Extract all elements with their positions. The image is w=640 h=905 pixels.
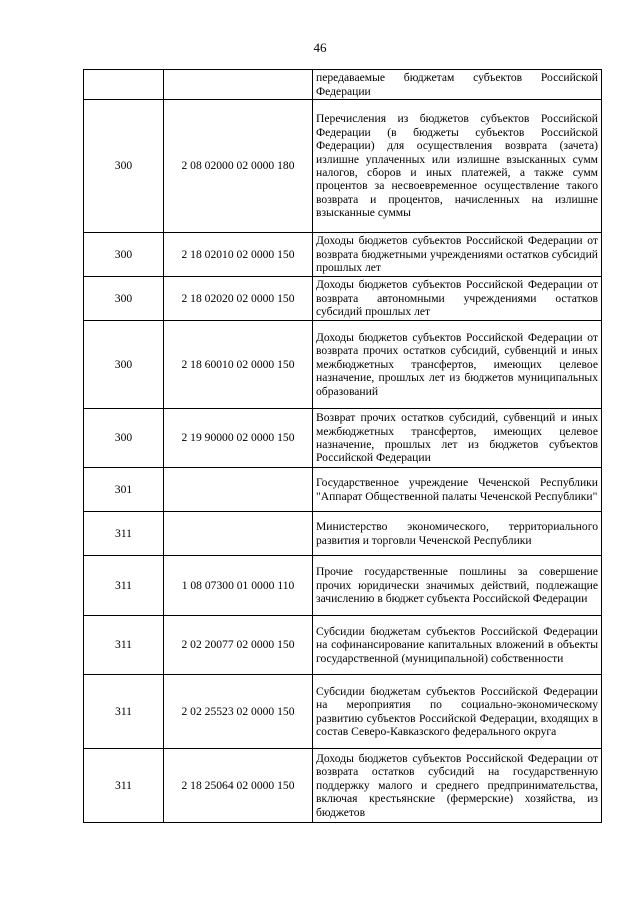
income-name-cell: Доходы бюджетов субъектов Российской Федерации от возврата автономными учреждениями остатков субсидий прошлых лет (313, 277, 602, 321)
admin-code-cell: 300 (84, 233, 164, 277)
admin-code-cell: 300 (84, 277, 164, 321)
income-code-cell: 2 02 25523 02 0000 150 (164, 675, 313, 749)
income-name-cell: Доходы бюджетов субъектов Российской Федерации от возврата прочих остатков субсидий, субвенций и иных межбюджетных трансфертов, имеющих целевое назначение, прошлых лет из бюджетов муниципальных образований (313, 321, 602, 409)
income-code-cell: 1 08 07300 01 0000 110 (164, 556, 313, 616)
admin-code-cell: 300 (84, 409, 164, 468)
table-row (84, 512, 602, 556)
table-row (84, 468, 602, 512)
income-name-cell: Доходы бюджетов субъектов Российской Федерации от возврата остатков субсидий на государственную поддержку малого и среднего предпринимательства, включая крестьянские (фермерские) хозяйства, из бюджетов (313, 749, 602, 823)
table-row (84, 277, 602, 321)
table-row (84, 70, 602, 100)
admin-code-cell: 311 (84, 512, 164, 556)
table-row (84, 616, 602, 675)
page-number: 46 (313, 40, 327, 55)
admin-code-cell: 311 (84, 749, 164, 823)
income-code-cell: 2 18 02020 02 0000 150 (164, 277, 313, 321)
table-row (84, 321, 602, 409)
income-code-cell (164, 70, 313, 100)
income-name-cell: Доходы бюджетов субъектов Российской Федерации от возврата бюджетными учреждениями остатков субсидий прошлых лет (313, 233, 602, 277)
table-row (84, 749, 602, 823)
admin-code-cell: 300 (84, 100, 164, 233)
table-row (84, 675, 602, 749)
income-name-cell: Возврат прочих остатков субсидий, субвенций и иных межбюджетных трансфертов, имеющих целевое назначение, прошлых лет из бюджетов субъектов Российской Федерации (313, 409, 602, 468)
admin-code-cell: 311 (84, 675, 164, 749)
admin-code-cell: 301 (84, 468, 164, 512)
income-name-cell: передаваемые бюджетам субъектов Российской Федерации (313, 70, 602, 100)
income-name-cell: Министерство экономического, территориального развития и торговли Чеченской Республики (313, 512, 602, 556)
admin-code-cell: 311 (84, 556, 164, 616)
income-code-cell: 2 02 20077 02 0000 150 (164, 616, 313, 675)
income-code-cell: 2 18 60010 02 0000 150 (164, 321, 313, 409)
income-code-cell: 2 19 90000 02 0000 150 (164, 409, 313, 468)
income-code-cell (164, 512, 313, 556)
income-code-cell (164, 468, 313, 512)
income-name-cell: Перечисления из бюджетов субъектов Российской Федерации (в бюджеты субъектов Российской Федерации) для осуществления возврата (зачета) излишне уплаченных или излишне взысканных сумм налогов, сборов и иных платежей, а также сумм процентов за несвоевременное осуществление такого возврата и процентов, начисленных на излишне взысканные суммы (313, 100, 602, 233)
table-row (84, 556, 602, 616)
table-row (84, 233, 602, 277)
budget-classification-table (83, 69, 602, 823)
income-name-cell: Прочие государственные пошлины за совершение прочих юридически значимых действий, подлежащие зачислению в бюджет субъекта Российской Федерации (313, 556, 602, 616)
table-row (84, 409, 602, 468)
income-name-cell: Субсидии бюджетам субъектов Российской Федерации на мероприятия по социально-экономическому развитию субъектов Российской Федерации, входящих в состав Северо-Кавказского федерального округа (313, 675, 602, 749)
income-code-cell: 2 18 25064 02 0000 150 (164, 749, 313, 823)
income-name-cell: Государственное учреждение Чеченской Республики "Аппарат Общественной палаты Чеченской Республики" (313, 468, 602, 512)
income-name-cell: Субсидии бюджетам субъектов Российской Федерации на софинансирование капитальных вложений в объекты государственной (муниципальной) собственности (313, 616, 602, 675)
admin-code-cell: 300 (84, 321, 164, 409)
admin-code-cell (84, 70, 164, 100)
table-row (84, 100, 602, 233)
income-code-cell: 2 08 02000 02 0000 180 (164, 100, 313, 233)
admin-code-cell: 311 (84, 616, 164, 675)
income-code-cell: 2 18 02010 02 0000 150 (164, 233, 313, 277)
